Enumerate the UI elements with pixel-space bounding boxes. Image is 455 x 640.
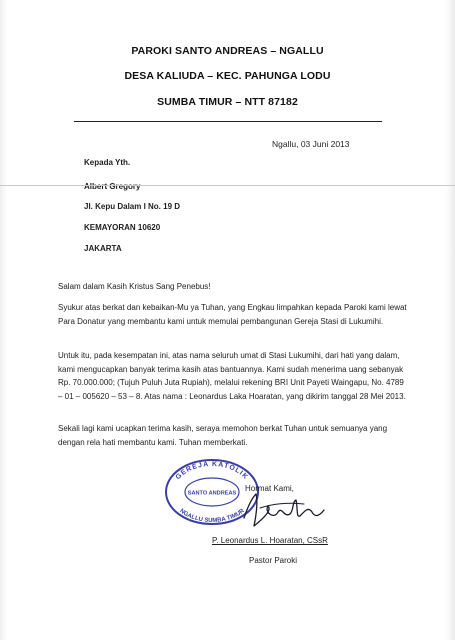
fold-line [0,185,455,186]
recipient-city: JAKARTA [84,244,122,253]
recipient-name: Albert Gregory [84,182,141,191]
recipient-district: KEMAYORAN 10620 [84,223,161,232]
stamp-bottom-text: NGALLU SUMBA TIMUR [178,508,246,525]
signer-name: P. Leonardus L. Hoaratan, CSsR [212,536,328,545]
stamp-center-text: SANTO ANDREAS [187,490,237,497]
body-paragraph-2: Untuk itu, pada kesempatan ini, atas nama seluruh umat di Stasi Lukumihi, dari hati yang dalam, kami mengucapkan banyak terima kasih atas bantuannya. Kami sudah menerima uang sebanyak Rp. 70.000.000; (Tujuh Puluh Juta Rupiah), melalui rekening BRI Unit Payeti Waingapu, No. 4789 – 01 – 005620 – 53 – 8. Atas nama : Leonardus Laka Hoaratan, yang dikirim tanggal 28 Mei 2013. [58,351,406,401]
body-paragraph-1: Syukur atas berkat dan kebaikan-Mu ya Tuhan, yang Engkau limpahkan kepada Paroki kami lewat Para Donatur yang membantu kami untuk memulai pembangunan Gereja Stasi di Lukumihi. [58,303,407,326]
recipient-salutation: Kepada Yth. [84,158,131,167]
closing-salutation: Hormat Kami, [245,484,294,493]
body-paragraph-3: Sekali lagi kami ucapkan terima kasih, seraya memohon berkat Tuhan untuk semuanya yang dengan rela hati membantu kami. Tuhan memberkati. [58,424,388,447]
stamp-top-text: GEREJA KATOLIK [174,460,250,482]
letter-date: Ngallu, 03 Juni 2013 [272,139,350,149]
letterhead-region: SUMBA TIMUR – NTT 87182 [157,96,298,108]
signer-title: Pastor Paroki [249,556,298,565]
letterhead-divider [74,121,382,122]
handwritten-signature [238,488,330,534]
recipient-street: Jl. Kepu Dalam I No. 19 D [84,202,181,211]
letterhead-parish: PAROKI SANTO ANDREAS – NGALLU [131,45,324,57]
letterhead-village: DESA KALIUDA – KEC. PAHUNGA LODU [124,70,331,82]
greeting: Salam dalam Kasih Kristus Sang Penebus! [58,282,211,291]
